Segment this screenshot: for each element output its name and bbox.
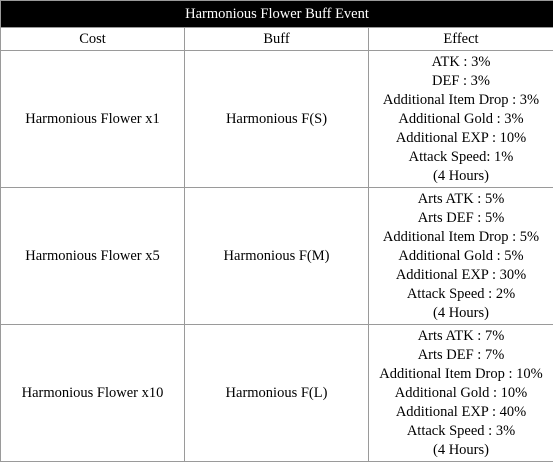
effect-line: Arts ATK : 7% (417, 327, 505, 344)
effect-line: Arts DEF : 7% (417, 346, 505, 363)
effect-cell (369, 325, 553, 462)
header-row (1, 28, 553, 51)
table-title: Harmonious Flower Buff Event (1, 1, 553, 28)
effect-line: Attack Speed : 2% (406, 285, 516, 302)
effect-duration: (4 Hours) (433, 441, 489, 458)
effect-duration: (4 Hours) (433, 304, 489, 321)
effect-line: Additional Gold : 3% (398, 110, 524, 127)
buff-cell: Harmonious F(M) (185, 188, 369, 325)
effect-line: Additional Gold : 5% (398, 247, 524, 264)
table-row (1, 188, 553, 325)
effect-line: DEF : 3% (432, 72, 490, 89)
header-effect: Effect (369, 28, 553, 51)
effect-line: Arts ATK : 5% (417, 190, 505, 207)
effect-line: Additional Item Drop : 3% (382, 91, 540, 108)
effect-duration: (4 Hours) (433, 167, 489, 184)
header-cost: Cost (1, 28, 185, 51)
effect-line: Additional Item Drop : 10% (379, 365, 543, 382)
effect-line: Additional EXP : 30% (395, 266, 527, 283)
cost-cell: Harmonious Flower x5 (1, 188, 185, 325)
effect-line: Arts DEF : 5% (417, 209, 505, 226)
table-row (1, 325, 553, 462)
cost-cell: Harmonious Flower x1 (1, 51, 185, 188)
cost-cell: Harmonious Flower x10 (1, 325, 185, 462)
effect-line: Additional EXP : 10% (395, 129, 527, 146)
effect-line: ATK : 3% (431, 53, 491, 70)
effect-line: Additional Item Drop : 5% (382, 228, 540, 245)
effect-line: Additional EXP : 40% (395, 403, 527, 420)
header-buff: Buff (185, 28, 369, 51)
buff-cell: Harmonious F(S) (185, 51, 369, 188)
effect-line: Additional Gold : 10% (394, 384, 528, 401)
buff-cell: Harmonious F(L) (185, 325, 369, 462)
effect-line: Attack Speed: 1% (408, 148, 514, 165)
effect-cell (369, 51, 553, 188)
title-row (1, 1, 553, 28)
effect-cell (369, 188, 553, 325)
table-row (1, 51, 553, 188)
effect-line: Attack Speed : 3% (406, 422, 516, 439)
